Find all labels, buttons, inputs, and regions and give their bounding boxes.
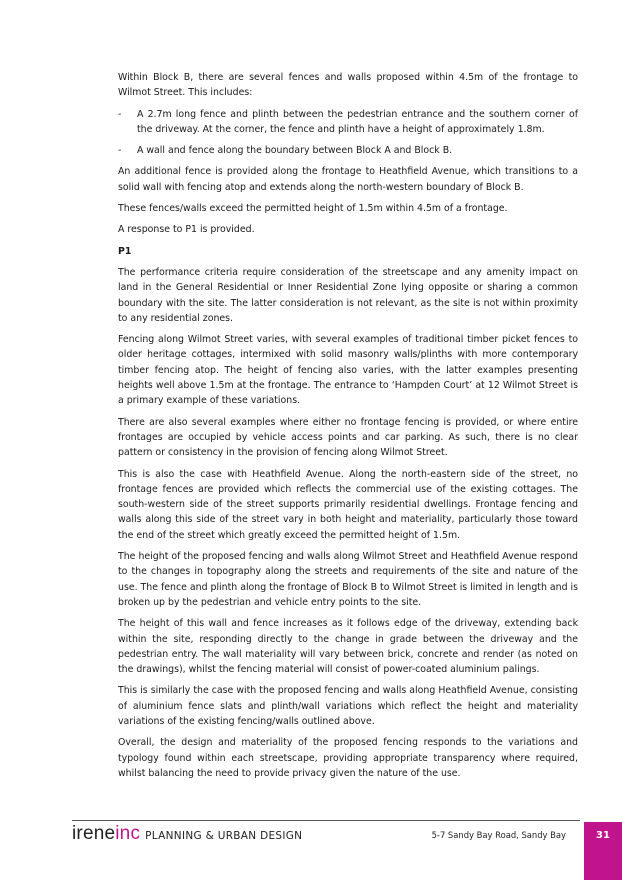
paragraph: There are also several examples where either no frontage fencing is provided, or where entire frontages are occupied by vehicle access points and car parking. As such, there is no clear pattern or consistency in the provision of fencing along Wilmot Street. bbox=[118, 416, 578, 459]
paragraph: Fencing along Wilmot Street varies, with several examples of traditional timber picket fences to older heritage cottages, intermixed with solid masonry walls/plinths with more contemporary timber fencing atop. The height of fencing also varies, with the latter examples presenting heights well above 1.5m at the frontage. The entrance to ‘Hampden Court’ at 12 Wilmot Street is a primary example of these variations. bbox=[118, 334, 578, 407]
bullet-dash: - bbox=[118, 145, 122, 157]
page-number: 31 bbox=[596, 830, 610, 841]
paragraph: This is also the case with Heathfield Avenue. Along the north-eastern side of the street, no frontage fences are provided which reflects the commercial use of the existing cottages. The south-western side of the street supports primarily residential dwellings. Frontage fencing and walls along this side of the street vary in both height and materiality, particularly those toward the end of the street which greatly exceed the permitted height of 1.5m. bbox=[118, 468, 578, 541]
bullet-dash: - bbox=[118, 108, 122, 120]
company-tagline: PLANNING & URBAN DESIGN bbox=[145, 830, 303, 842]
logo-part-inc: inc bbox=[115, 823, 141, 844]
bullet-item bbox=[118, 107, 578, 138]
paragraph: These fences/walls exceed the permitted height of 1.5m within 4.5m of a frontage. bbox=[118, 203, 508, 215]
bullet-text: A 2.7m long fence and plinth between the pedestrian entrance and the southern corner of the driveway. At the corner, the fence and plinth have a height of approximately 1.8m. bbox=[137, 108, 578, 135]
paragraph: The performance criteria require consideration of the streetscape and any amenity impact on land in the General Residential or Inner Residential Zone lying opposite or sharing a common boundary with the site. The latter consideration is not relevant, as the site is not within proximity to any residential zones. bbox=[118, 266, 578, 324]
bullet-list bbox=[118, 107, 578, 159]
footer-brand bbox=[72, 823, 302, 845]
paragraph: An additional fence is provided along the frontage to Heathfield Avenue, which transitions to a solid wall with fencing atop and extends along the north-western boundary of Block B. bbox=[118, 166, 578, 193]
bullet-item bbox=[118, 143, 578, 158]
page-number-tab bbox=[584, 822, 622, 880]
footer-divider bbox=[72, 820, 580, 821]
page-body bbox=[118, 70, 578, 787]
paragraph: A response to P1 is provided. bbox=[118, 224, 255, 236]
paragraph: Overall, the design and materiality of the proposed fencing responds to the variations and typology found within each streetscape, providing appropriate transparency where required, whilst balancing the need to provide privacy given the nature of the use. bbox=[118, 737, 578, 779]
project-address: 5-7 Sandy Bay Road, Sandy Bay bbox=[431, 830, 566, 840]
paragraph: The height of the proposed fencing and walls along Wilmot Street and Heathfield Avenue respond to the changes in topography along the streets and requirements of the site and nature of the use. The fence and plinth along the frontage of Block B to Wilmot Street is limited in length and is broken up by the pedestrian and vehicle entry points to the site. bbox=[118, 551, 578, 608]
section-heading: P1 bbox=[118, 245, 132, 257]
logo-part-irene: irene bbox=[72, 823, 116, 844]
paragraph: The height of this wall and fence increases as it follows edge of the driveway, extending back within the site, responding directly to the change in grade between the driveway and the pedestrian entry. The wall materiality will vary between brick, concrete and render (as noted on the drawings), whilst the fencing material will consist of power-coated aluminium palings. bbox=[118, 618, 578, 676]
company-logo bbox=[72, 823, 140, 845]
bullet-text: A wall and fence along the boundary between Block A and Block B. bbox=[137, 145, 453, 157]
paragraph: This is similarly the case with the proposed fencing and walls along Heathfield Avenue, consisting of aluminium fence slats and plinth/wall variations which reflect the height and materiality variations of the existing fencing/walls outlined above. bbox=[118, 685, 578, 727]
paragraph: Within Block B, there are several fences and walls proposed within 4.5m of the frontage to Wilmot Street. This includes: bbox=[118, 72, 578, 99]
